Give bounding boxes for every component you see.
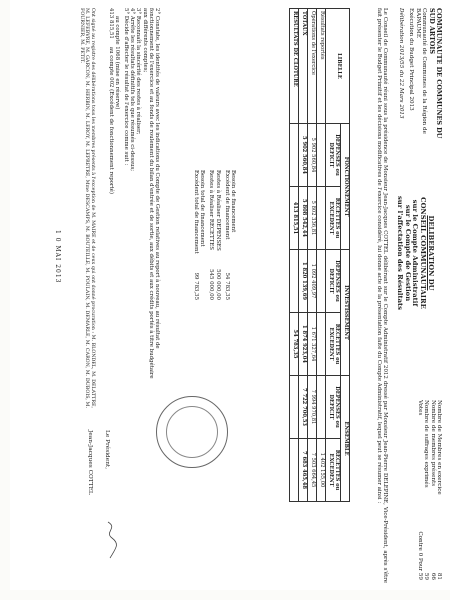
note-item: 5° Décide d'affecter le résultat de l'exercice comme suit : bbox=[122, 8, 129, 166]
title-line-5: sur l'affectation des Résultats bbox=[395, 195, 404, 311]
cell bbox=[317, 313, 326, 376]
title-line-4: sur le Compte de Gestion bbox=[403, 204, 412, 302]
cell: 7 994 970,81 bbox=[308, 376, 317, 439]
cell bbox=[317, 187, 326, 250]
cell: 413 815,51 bbox=[290, 187, 299, 250]
org-line-1: COMMUNAUTE DE COMMUNES DU SUD ARTOIS bbox=[427, 8, 443, 139]
header-left bbox=[398, 8, 442, 148]
restes-row bbox=[230, 170, 236, 300]
cell: 7 503 664,45 bbox=[308, 439, 317, 502]
deliberation-title bbox=[395, 168, 434, 338]
affectation-label: au compte 002 (Excédent de fonctionnement reporté) bbox=[107, 46, 114, 194]
intro-paragraph: Le Conseil de Communauté réuni sous la présidence de Monsieur Jean-Jacques COTTEL délibérant sur le Compte Administratif 2012 dressé par Monsieur Jean-Pierre DELEPINE, Vice-Président, après s'être fait présenter le Budget Primitif et les décisions modificatives de l'exercice considéré, lui donne acte de la présentation faite du Compte Administratif, lequel peut se résumer ainsi : bbox=[375, 8, 388, 583]
affectation-row bbox=[114, 8, 120, 388]
count-value: 59 bbox=[423, 572, 430, 580]
cell: 5 902 560,84 bbox=[308, 124, 317, 187]
note-item: 4° Arrête les résultats définitifs tels que résumés ci-dessus; bbox=[129, 8, 136, 172]
cell: 7 722 700,53 bbox=[299, 376, 308, 439]
vote-counts bbox=[416, 400, 442, 580]
table-row bbox=[308, 9, 317, 502]
seal-inner bbox=[166, 406, 218, 458]
date-stamp: 1 0 MAI 2013 bbox=[54, 230, 61, 284]
count-label: Nombre de suffrages exprimés bbox=[423, 400, 430, 488]
notes-block bbox=[107, 8, 160, 388]
count-label: Votes bbox=[416, 400, 423, 416]
row-label: Opérations de l'exercice bbox=[308, 9, 317, 124]
note-item: 3° Reconnaît la sincérité des restes à réaliser; bbox=[135, 8, 142, 135]
cell: 1 874 923,04 bbox=[299, 313, 308, 376]
cell bbox=[290, 376, 299, 439]
col-rec: RECETTES ou EXCEDENT bbox=[326, 313, 341, 376]
cell: 5 802 336,81 bbox=[308, 187, 317, 250]
count-value: Contre 0 Pour 59 bbox=[416, 531, 423, 580]
cell: 1 671 327,64 bbox=[308, 313, 317, 376]
handwritten-signature-icon bbox=[102, 520, 120, 560]
results-table bbox=[289, 8, 350, 502]
cell bbox=[317, 250, 326, 313]
row-label: TOTAUX bbox=[299, 9, 308, 124]
restes-row bbox=[224, 170, 230, 300]
cell: 5 902 560,84 bbox=[299, 124, 308, 187]
cell: 1 820 139,69 bbox=[299, 250, 308, 313]
official-seal-icon bbox=[156, 396, 228, 468]
cell: 1 402 155,00 bbox=[317, 439, 326, 502]
signature-name: Jean-Jacques COTTEL bbox=[87, 430, 94, 495]
count-value: 81 bbox=[436, 572, 442, 580]
col-dep: DEPENSES ou DEFICIT bbox=[326, 124, 341, 187]
restes-label: Excédent de financement bbox=[223, 170, 230, 240]
restes-label: Restes à Réaliser DEPENSES bbox=[214, 170, 221, 251]
head-investissement: INVESTISSEMENT bbox=[341, 250, 350, 376]
restes-row bbox=[214, 170, 220, 300]
title-line-1: DELIBERATION DU bbox=[427, 215, 435, 291]
table-row bbox=[299, 9, 308, 502]
cell bbox=[290, 124, 299, 187]
restes-label: Besoin total de financement bbox=[199, 170, 206, 247]
org-line-2: Communauté de Communes de la Région de BAPAUME bbox=[414, 8, 428, 134]
note-item: 2° Constate, les identités de valeurs avec les indications du Compte de Gestion relatives au report à nouveau, au résultat de fonctionnement de l'exercice et au fonds de roulement du bilan d'entrée et de sortie, aux débits et aux crédits portés à titre budgétaire aux différents comptes; bbox=[141, 8, 160, 379]
cell: 1 092 409,97 bbox=[308, 250, 317, 313]
restes-row bbox=[199, 170, 205, 300]
table-row bbox=[317, 9, 326, 502]
cell bbox=[317, 376, 326, 439]
cell: 5 808 542,44 bbox=[299, 187, 308, 250]
col-dep: DEPENSES ou DEFICIT bbox=[326, 376, 341, 439]
cell: 54 783,35 bbox=[290, 313, 299, 376]
row-label: RESULTATS DE CLOTURE bbox=[290, 9, 299, 124]
col-libelle: LIBELLE bbox=[326, 9, 350, 124]
restes-value: 54 783,35 bbox=[223, 272, 230, 300]
col-rec: RECETTES ou EXCEDENT bbox=[326, 187, 341, 250]
restes-label: Besoin de financement bbox=[230, 170, 236, 233]
cell bbox=[317, 124, 326, 187]
affectation-row bbox=[107, 8, 113, 388]
session-line: Délibération 2013/55 du 22 Mars 2013 bbox=[398, 8, 405, 119]
count-label: Nombre de Membres en exercice bbox=[436, 400, 442, 495]
table-row bbox=[290, 9, 299, 502]
affectation-value: 413 815,51 bbox=[107, 8, 114, 39]
restes-row bbox=[208, 170, 214, 300]
cell bbox=[290, 250, 299, 313]
restes-label: Excédent total de financement bbox=[192, 170, 199, 254]
count-value: 66 bbox=[429, 572, 436, 580]
row-label: Résultats reportés bbox=[317, 9, 326, 124]
cell: 7 683 465,48 bbox=[299, 439, 308, 502]
restes-value: 500 000,00 bbox=[214, 269, 221, 300]
restes-block bbox=[193, 170, 236, 300]
col-dep: DEPENSES ou DEFICIT bbox=[326, 250, 341, 313]
cell bbox=[290, 439, 299, 502]
title-line-2: CONSEIL COMMUNAUTAIRE bbox=[419, 197, 428, 309]
restes-label: Restes à Réaliser RECETTES bbox=[208, 170, 215, 250]
head-ensemble: ENSEMBLE bbox=[341, 376, 350, 502]
restes-value: 99 783,35 bbox=[192, 272, 199, 300]
count-row bbox=[423, 400, 429, 580]
restes-value: 545 000,00 bbox=[208, 269, 215, 300]
org-line-3: Exécution du Budget Principal 2013 bbox=[408, 8, 415, 111]
signature-title: Le Président, bbox=[104, 430, 110, 470]
col-rec: RECETTES ou EXCEDENT bbox=[326, 439, 341, 502]
head-fonctionnement: FONCTIONNEMENT bbox=[341, 124, 350, 250]
title-line-3: sur le Compte Administratif bbox=[411, 199, 420, 307]
count-label: Nombre de membres présents bbox=[429, 400, 436, 487]
count-row bbox=[436, 400, 442, 580]
signatories-footer: Ont signé au registre des délibérations tous les membres présents à l'exception de M. MAIRE et de ceux qui ont donné procuration : M. BLONDEL, M. DELATTRE, M. LEFEBVRE, M. GARCON, M. HERBIN, M. LEROY, M. LEPRETRE, Mme DESCAMPS, M. BOUTEILLE, M. POULAIN, M. DEMARLE, M. CARON, M. DUBOIS, M. FOURNIER, M. PETIT. bbox=[78, 8, 95, 408]
rotated-document bbox=[10, 0, 450, 590]
restes-row bbox=[193, 170, 199, 300]
affectation-label: au compte 1068 (mise en réserve) bbox=[113, 16, 120, 110]
